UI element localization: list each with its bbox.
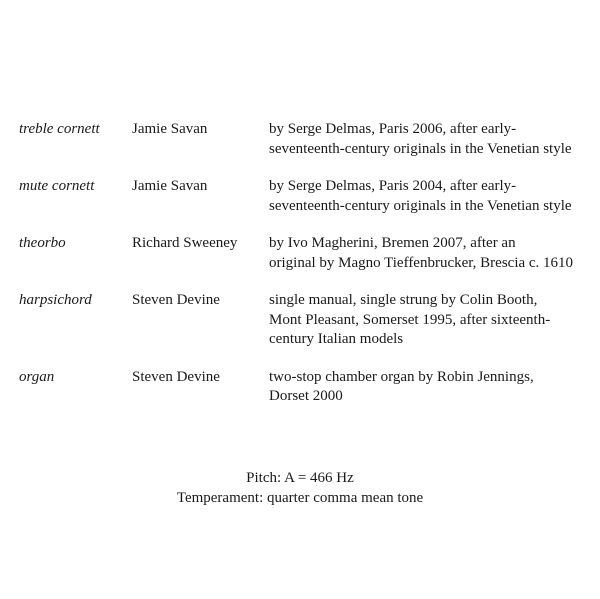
description-line: seventeenth-century originals in the Venetian style xyxy=(269,140,572,157)
instrument-name: organ xyxy=(19,368,55,385)
description-line: Dorset 2000 xyxy=(269,388,343,404)
credit-row-organ xyxy=(19,368,594,407)
player-name: Jamie Savan xyxy=(132,178,208,194)
description-line: by Serge Delmas, Paris 2004, after early- xyxy=(269,178,517,194)
temperament-note: Temperament: quarter comma mean tone xyxy=(176,489,424,506)
instrument-name: harpsichord xyxy=(19,292,92,308)
instrument-name: theorbo xyxy=(19,235,66,251)
instrument-description xyxy=(269,291,594,350)
instrument-description xyxy=(269,177,594,216)
description-line: century Italian models xyxy=(269,331,404,347)
description-line: Mont Pleasant, Somerset 1995, after sixteenth- xyxy=(269,311,551,328)
instrument-name: treble cornett xyxy=(19,121,100,137)
credit-row-harpsichord xyxy=(19,291,594,350)
tuning-notes xyxy=(0,469,600,508)
description-line: by Serge Delmas, Paris 2006, after early- xyxy=(269,121,517,137)
description-line: by Ivo Magherini, Bremen 2007, after an xyxy=(269,235,516,251)
instrument-description xyxy=(269,120,594,159)
credit-row-theorbo xyxy=(19,234,594,273)
description-line: single manual, single strung by Colin Booth, xyxy=(269,292,538,308)
player-name: Jamie Savan xyxy=(132,121,208,137)
description-line: seventeenth-century originals in the Venetian style xyxy=(269,197,572,214)
instrument-description xyxy=(269,234,594,273)
player-name: Steven Devine xyxy=(132,292,220,308)
instrument-name: mute cornett xyxy=(19,178,95,194)
credit-row-mute-cornett xyxy=(19,177,594,216)
player-name: Richard Sweeney xyxy=(132,235,238,251)
player-name: Steven Devine xyxy=(132,368,220,385)
description-line: original by Magno Tieffenbrucker, Brescia c. 1610 xyxy=(269,254,574,271)
credit-row-treble-cornett xyxy=(19,120,594,159)
pitch-note: Pitch: A = 466 Hz xyxy=(246,470,354,486)
instrument-description xyxy=(269,368,594,407)
description-line: two-stop chamber organ by Robin Jennings, xyxy=(269,368,534,385)
instrument-credits-list xyxy=(19,120,594,425)
